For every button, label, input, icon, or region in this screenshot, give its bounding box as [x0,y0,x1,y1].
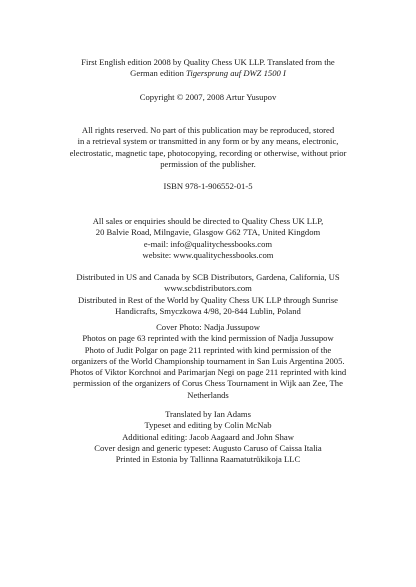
credit-line: Additional editing: Jacob Aagaard and John Shaw [122,431,294,442]
credit-line: Typeset and editing by Colin McNab [144,420,272,431]
isbn-line: ISBN 978-1-906552-01-5 [163,181,253,191]
sales-enquiries-block [40,216,376,261]
credit-line: Printed in Estonia by Tallinna Raamatutrükikoja LLC [115,454,301,465]
email-line: e-mail: info@qualitychessbooks.com [143,238,273,249]
distribution-line: Handicrafts, Smyczkowa 4/98, 20-844 Lublin, Poland [115,305,301,316]
photo-credit-line: permission of the organizers of Corus Chess Tournament in Wijk aan Zee, The [73,378,343,389]
edition-block [40,57,376,80]
distribution-line: Distributed in Rest of the World by Quality Chess UK LLP through Sunrise [78,294,338,305]
photo-credit-line: organizers of the World Championship tournament in San Luis Argentina 2005. [71,355,345,366]
address-line: 20 Balvie Road, Milngavie, Glasgow G62 7TA, United Kingdom [95,227,321,238]
isbn-block [40,181,376,192]
credit-line: Translated by Ian Adams [165,409,251,419]
rights-line: All rights reserved. No part of this publication may be reproduced, stored [81,125,335,135]
copyright-notice [40,92,376,103]
website-line: website: www.qualitychessbooks.com [142,249,274,260]
rights-line: in a retrieval system or transmitted in any form or by any means, electronic, [77,136,339,147]
photo-credits-block [40,322,376,401]
edition-line-1: First English edition 2008 by Quality Chess UK LLP. Translated from the [81,57,335,67]
sales-line: All sales or enquiries should be directed to Quality Chess UK LLP, [92,216,324,226]
rights-line: permission of the publisher. [160,158,256,169]
distribution-line: Distributed in US and Canada by SCB Distributors, Gardena, California, US [76,272,340,282]
photo-credit-line: Photos of Viktor Korchnoi and Parimarjan Negi on page 211 reprinted with kind [69,367,347,378]
production-credits-block [40,409,376,465]
photo-credit-line: Photos on page 63 reprinted with the kind permission of Nadja Jussupow [82,333,334,344]
copyright-line: Copyright © 2007, 2008 Artur Yusupov [139,92,277,102]
photo-credit-line: Netherlands [187,389,229,400]
german-edition-title: Tigersprung auf DWZ 1500 I [186,68,286,79]
credit-line: Cover design and generic typeset: Augusto Caruso of Caissa Italia [94,442,322,453]
rights-reserved-block [40,125,376,170]
photo-credit-line: Photo of Judit Polgar on page 211 reprinted with kind permission of the [84,344,332,355]
distribution-block [40,272,376,317]
edition-line-2 [40,68,376,79]
photo-credit-line: Cover Photo: Nadja Jussupow [156,322,260,332]
edition-prefix: German edition [130,68,187,79]
rights-line: electrostatic, magnetic tape, photocopying, recording or otherwise, without prior [69,147,347,158]
distribution-line: www.scbdistributors.com [164,283,252,294]
